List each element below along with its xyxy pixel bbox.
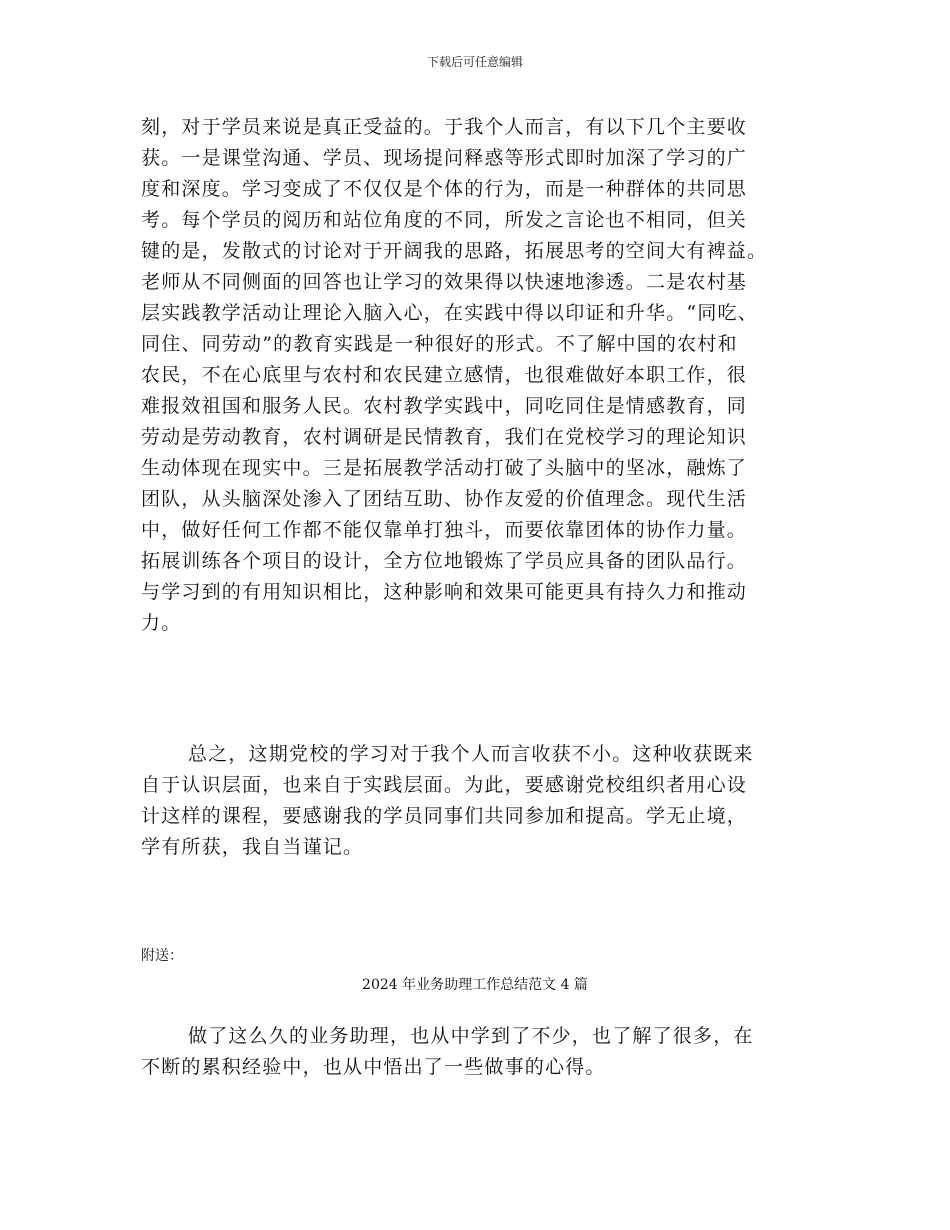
page-header-note: 下载后可任意编辑 xyxy=(426,55,523,69)
body-paragraph-1: 刻，对于学员来说是真正受益的。于我个人而言，有以下几个主要收 获。一是课堂沟通、学员、现场提问释惑等形式即时加深了学习的广 度和深度。学习变成了不仅仅是个体的行为，而是一种群体的共同思 考。每个学员的阅历和站位角度的不同，所发之言论也不相同，但关 键的是，发散式的讨论对于开阔我的思路，拓展思考的空间大有裨益。 老师从不同侧面的回答也让学习的效果得以快速地渗透。二是农村基 层实践教学活动让理论入脑入心，在实践中得以印证和升华。“同吃、 同住、同劳动”的教育实践是一种很好的形式。不了解中国的农村和 农民，不在心底里与农村和农民建立感情，也很难做好本职工作，很 难报效祖国和服务人民。农村教学实践中，同吃同住是情感教育，同 劳动是劳动教育，农村调研是民情教育，我们在党校学习的理论知识 生动体现在现实中。三是拓展教学活动打破了头脑中的坚冰，融炼了 团队，从头脑深处渗入了团结互助、协作友爱的价值理念。现代生活 中，做好任何工作都不能仅靠单打独斗，而要依靠团体的协作力量。 拓展训练各个项目的设计，全方位地锻炼了学员应具备的团队品行。 与学习到的有用知识相比，这种影响和效果可能更具有持久力和推动 力。 xyxy=(141,116,768,634)
appendix-label: 附送： xyxy=(141,948,183,964)
body-paragraph-2: 总之，这期党校的学习对于我个人而言收获不小。这种收获既来 自于认识层面，也来自于实践层面。为此，要感谢党校组织者用心设 计这样的课程，要感谢我的学员同事们共同参加和提高。学无止境， 学有所获，我自当谨记。 xyxy=(141,743,754,858)
appendix-intro-paragraph: 做了这么久的业务助理，也从中学到了不少，也了解了很多，在 不断的累积经验中，也从中悟出了一些做事的心得。 xyxy=(141,1025,754,1078)
appendix-title: 2024 年业务助理工作总结范文 4 篇 xyxy=(362,977,588,993)
